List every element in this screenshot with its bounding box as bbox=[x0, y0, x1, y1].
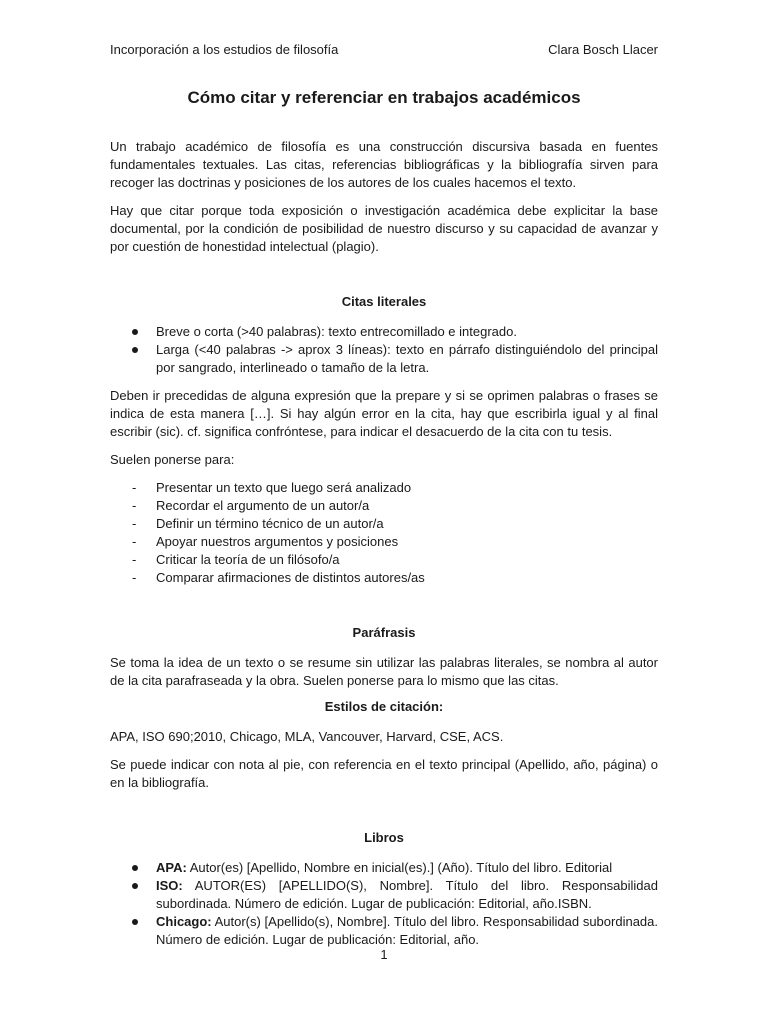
page-body bbox=[110, 87, 658, 949]
citation-format: AUTOR(ES) [APELLIDO(S), Nombre]. Título del libro. Responsabilidad subordinada. Número de edición. Lugar de publicación: Editorial, año.ISBN. bbox=[156, 878, 658, 911]
estilos-list: APA, ISO 690;2010, Chicago, MLA, Vancouver, Harvard, CSE, ACS. bbox=[110, 729, 504, 744]
list-item: Breve o corta (>40 palabras): texto entrecomillado e integrado. bbox=[110, 323, 658, 341]
citation-style-label: APA: bbox=[156, 860, 187, 875]
intro-paragraph-2: Hay que citar porque toda exposición o investigación académica debe explicitar la base documental, por la condición de posibilidad de nuestro discurso y su capacidad de avanzar y por cuestión de honestidad intelectual (plagio). bbox=[110, 203, 658, 254]
estilos-paragraph: Se puede indicar con nota al pie, con referencia en el texto principal (Apellido, año, página) o en la bibliografía. bbox=[110, 757, 658, 790]
list-item: - Presentar un texto que luego será analizado bbox=[110, 479, 658, 497]
list-item: Larga (<40 palabras -> aprox 3 líneas): texto en párrafo distinguiéndolo del principal por sangrado, interlineado o tamaño de la letra. bbox=[110, 341, 658, 377]
list-item: - Criticar la teoría de un filósofo/a bbox=[110, 551, 658, 569]
section-heading-estilos: Estilos de citación: bbox=[324, 699, 444, 714]
header-author: Clara Bosch Llacer bbox=[548, 42, 658, 57]
intro-paragraph-1: Un trabajo académico de filosofía es una construcción discursiva basada en fuentes fundamentales textuales. Las citas, referencias bibliográficas y la bibliografía sirven para recoger las doctrinas y posiciones de los autores de los cuales hacemos el texto. bbox=[110, 139, 658, 190]
citation-style-label: Chicago: bbox=[156, 914, 212, 929]
section-heading-libros: Libros bbox=[364, 830, 404, 845]
list-item: - Comparar afirmaciones de distintos autores/as bbox=[110, 569, 658, 587]
libros-bullet-list bbox=[110, 859, 658, 949]
page-number: 1 bbox=[380, 947, 388, 962]
citation-format: Autor(s) [Apellido(s), Nombre]. Título del libro. Responsabilidad subordinada. Número de edición. Lugar de publicación: Editorial, año. bbox=[156, 914, 658, 947]
header-course-title: Incorporación a los estudios de filosofía bbox=[110, 42, 339, 57]
list-item: - Recordar el argumento de un autor/a bbox=[110, 497, 658, 515]
list-item bbox=[110, 859, 658, 877]
parafrasis-paragraph: Se toma la idea de un texto o se resume sin utilizar las palabras literales, se nombra al autor de la cita parafraseada y la obra. Suelen ponerse para lo mismo que las citas. bbox=[110, 655, 658, 688]
list-item bbox=[110, 877, 658, 913]
page-header bbox=[110, 41, 658, 59]
citas-lead: Suelen ponerse para: bbox=[110, 452, 235, 467]
citas-bullet-list bbox=[110, 323, 658, 377]
citation-style-label: ISO: bbox=[156, 878, 183, 893]
document-title: Cómo citar y referenciar en trabajos académicos bbox=[187, 88, 581, 107]
citas-purpose-list bbox=[110, 479, 658, 587]
citas-paragraph: Deben ir precedidas de alguna expresión que la prepare y si se oprimen palabras o frases se indica de esta manera […]. Si hay algún error en la cita, hay que escribirla igual y al final escribir (sic). cf. significa confróntese, para indicar el desacuerdo de la cita con tu tesis. bbox=[110, 388, 658, 439]
list-item: - Definir un término técnico de un autor/a bbox=[110, 515, 658, 533]
section-heading-citas: Citas literales bbox=[341, 294, 427, 309]
list-item bbox=[110, 913, 658, 949]
citation-format: Autor(es) [Apellido, Nombre en inicial(es).] (Año). Título del libro. Editorial bbox=[186, 860, 613, 875]
section-heading-parafrasis: Paráfrasis bbox=[352, 625, 416, 640]
list-item: - Apoyar nuestros argumentos y posiciones bbox=[110, 533, 658, 551]
